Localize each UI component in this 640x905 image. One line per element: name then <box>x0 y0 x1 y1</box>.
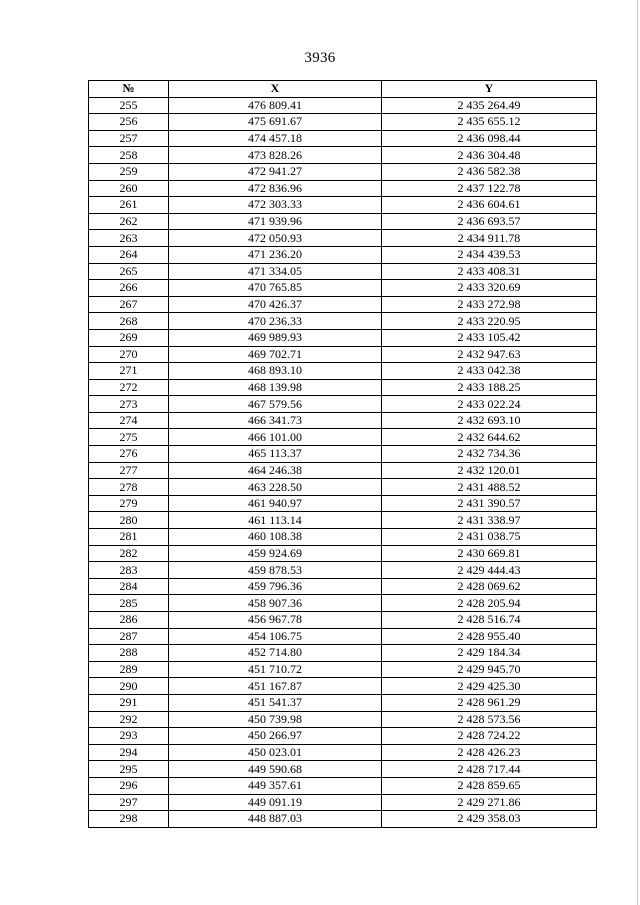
table-row <box>89 479 597 496</box>
table-row <box>89 728 597 745</box>
cell-x: 451 167.87 <box>169 678 382 695</box>
table-row <box>89 197 597 214</box>
cell-number: 270 <box>89 346 169 363</box>
cell-number: 275 <box>89 429 169 446</box>
cell-x: 454 106.75 <box>169 628 382 645</box>
cell-number: 277 <box>89 462 169 479</box>
cell-x: 449 091.19 <box>169 794 382 811</box>
cell-y: 2 437 122.78 <box>382 180 597 197</box>
table-row <box>89 363 597 380</box>
cell-x: 448 887.03 <box>169 811 382 828</box>
table-row <box>89 678 597 695</box>
cell-number: 288 <box>89 645 169 662</box>
table-row <box>89 263 597 280</box>
table-row <box>89 578 597 595</box>
cell-y: 2 429 184.34 <box>382 645 597 662</box>
cell-x: 474 457.18 <box>169 130 382 147</box>
cell-number: 289 <box>89 661 169 678</box>
table-row <box>89 462 597 479</box>
table-row <box>89 280 597 297</box>
table-row <box>89 412 597 429</box>
table-row <box>89 213 597 230</box>
cell-x: 468 139.98 <box>169 379 382 396</box>
cell-number: 256 <box>89 114 169 131</box>
cell-x: 473 828.26 <box>169 147 382 164</box>
table-row <box>89 694 597 711</box>
cell-x: 451 541.37 <box>169 694 382 711</box>
table-row <box>89 595 597 612</box>
cell-number: 283 <box>89 562 169 579</box>
cell-x: 475 691.67 <box>169 114 382 131</box>
cell-x: 463 228.50 <box>169 479 382 496</box>
table-row <box>89 512 597 529</box>
cell-number: 284 <box>89 578 169 595</box>
cell-number: 264 <box>89 246 169 263</box>
cell-y: 2 433 220.95 <box>382 313 597 330</box>
cell-x: 471 236.20 <box>169 246 382 263</box>
table-row <box>89 645 597 662</box>
cell-y: 2 434 439.53 <box>382 246 597 263</box>
cell-x: 472 941.27 <box>169 163 382 180</box>
header-x: X <box>169 81 382 98</box>
cell-y: 2 436 604.61 <box>382 197 597 214</box>
cell-x: 466 101.00 <box>169 429 382 446</box>
cell-x: 471 334.05 <box>169 263 382 280</box>
table-row <box>89 346 597 363</box>
cell-y: 2 428 961.29 <box>382 694 597 711</box>
cell-number: 280 <box>89 512 169 529</box>
cell-y: 2 436 098.44 <box>382 130 597 147</box>
cell-y: 2 428 516.74 <box>382 612 597 629</box>
table-row <box>89 446 597 463</box>
cell-y: 2 436 693.57 <box>382 213 597 230</box>
cell-number: 257 <box>89 130 169 147</box>
cell-x: 466 341.73 <box>169 412 382 429</box>
cell-number: 295 <box>89 761 169 778</box>
cell-x: 452 714.80 <box>169 645 382 662</box>
cell-number: 291 <box>89 694 169 711</box>
cell-x: 476 809.41 <box>169 97 382 114</box>
cell-x: 459 924.69 <box>169 545 382 562</box>
table-row <box>89 313 597 330</box>
cell-y: 2 432 734.36 <box>382 446 597 463</box>
cell-number: 262 <box>89 213 169 230</box>
cell-number: 259 <box>89 163 169 180</box>
cell-x: 449 357.61 <box>169 777 382 794</box>
cell-number: 296 <box>89 777 169 794</box>
page-edge-line <box>637 0 638 905</box>
table-row <box>89 711 597 728</box>
header-y: Y <box>382 81 597 98</box>
cell-number: 279 <box>89 495 169 512</box>
cell-number: 286 <box>89 612 169 629</box>
cell-number: 278 <box>89 479 169 496</box>
coordinates-table <box>88 80 597 828</box>
cell-y: 2 429 271.86 <box>382 794 597 811</box>
table-body <box>89 97 597 827</box>
cell-y: 2 432 644.62 <box>382 429 597 446</box>
cell-number: 274 <box>89 412 169 429</box>
cell-y: 2 431 390.57 <box>382 495 597 512</box>
cell-number: 258 <box>89 147 169 164</box>
table-row <box>89 379 597 396</box>
cell-y: 2 436 304.48 <box>382 147 597 164</box>
cell-x: 461 113.14 <box>169 512 382 529</box>
cell-y: 2 429 945.70 <box>382 661 597 678</box>
cell-number: 255 <box>89 97 169 114</box>
table-row <box>89 495 597 512</box>
cell-number: 267 <box>89 296 169 313</box>
cell-x: 468 893.10 <box>169 363 382 380</box>
cell-x: 459 878.53 <box>169 562 382 579</box>
cell-y: 2 433 272.98 <box>382 296 597 313</box>
cell-number: 287 <box>89 628 169 645</box>
cell-x: 456 967.78 <box>169 612 382 629</box>
cell-number: 285 <box>89 595 169 612</box>
cell-x: 472 303.33 <box>169 197 382 214</box>
cell-y: 2 433 022.24 <box>382 396 597 413</box>
cell-number: 294 <box>89 744 169 761</box>
cell-y: 2 435 264.49 <box>382 97 597 114</box>
cell-number: 268 <box>89 313 169 330</box>
table-row <box>89 761 597 778</box>
cell-number: 263 <box>89 230 169 247</box>
table-row <box>89 97 597 114</box>
cell-y: 2 431 038.75 <box>382 529 597 546</box>
cell-y: 2 430 669.81 <box>382 545 597 562</box>
table-row <box>89 429 597 446</box>
cell-x: 461 940.97 <box>169 495 382 512</box>
table-row <box>89 529 597 546</box>
cell-x: 465 113.37 <box>169 446 382 463</box>
cell-number: 272 <box>89 379 169 396</box>
table-row <box>89 163 597 180</box>
table-row <box>89 744 597 761</box>
table-header <box>89 81 597 98</box>
cell-x: 470 236.33 <box>169 313 382 330</box>
cell-number: 276 <box>89 446 169 463</box>
cell-y: 2 428 069.62 <box>382 578 597 595</box>
cell-y: 2 432 947.63 <box>382 346 597 363</box>
cell-y: 2 433 320.69 <box>382 280 597 297</box>
cell-x: 469 702.71 <box>169 346 382 363</box>
table-row <box>89 777 597 794</box>
cell-y: 2 433 408.31 <box>382 263 597 280</box>
table-row <box>89 612 597 629</box>
cell-x: 470 426.37 <box>169 296 382 313</box>
table-row <box>89 661 597 678</box>
cell-number: 266 <box>89 280 169 297</box>
cell-x: 451 710.72 <box>169 661 382 678</box>
cell-number: 265 <box>89 263 169 280</box>
cell-y: 2 428 724.22 <box>382 728 597 745</box>
cell-x: 450 266.97 <box>169 728 382 745</box>
cell-x: 471 939.96 <box>169 213 382 230</box>
cell-y: 2 432 693.10 <box>382 412 597 429</box>
cell-y: 2 428 573.56 <box>382 711 597 728</box>
table-row <box>89 329 597 346</box>
table-row <box>89 296 597 313</box>
cell-y: 2 434 911.78 <box>382 230 597 247</box>
table-row <box>89 246 597 263</box>
cell-number: 297 <box>89 794 169 811</box>
cell-number: 261 <box>89 197 169 214</box>
cell-x: 449 590.68 <box>169 761 382 778</box>
cell-number: 282 <box>89 545 169 562</box>
cell-y: 2 431 488.52 <box>382 479 597 496</box>
cell-y: 2 429 358.03 <box>382 811 597 828</box>
cell-y: 2 433 188.25 <box>382 379 597 396</box>
table-row <box>89 628 597 645</box>
table-row <box>89 794 597 811</box>
cell-x: 472 836.96 <box>169 180 382 197</box>
page-number: 3936 <box>304 50 336 66</box>
cell-x: 472 050.93 <box>169 230 382 247</box>
table-row <box>89 545 597 562</box>
cell-y: 2 432 120.01 <box>382 462 597 479</box>
cell-number: 281 <box>89 529 169 546</box>
cell-y: 2 428 205.94 <box>382 595 597 612</box>
cell-y: 2 433 105.42 <box>382 329 597 346</box>
cell-number: 298 <box>89 811 169 828</box>
cell-x: 469 989.93 <box>169 329 382 346</box>
cell-y: 2 428 955.40 <box>382 628 597 645</box>
cell-y: 2 431 338.97 <box>382 512 597 529</box>
cell-x: 450 739.98 <box>169 711 382 728</box>
cell-y: 2 428 717.44 <box>382 761 597 778</box>
table-row <box>89 562 597 579</box>
cell-x: 460 108.38 <box>169 529 382 546</box>
cell-y: 2 433 042.38 <box>382 363 597 380</box>
table-row <box>89 147 597 164</box>
header-row <box>89 81 597 98</box>
cell-x: 459 796.36 <box>169 578 382 595</box>
table-row <box>89 130 597 147</box>
table-row <box>89 180 597 197</box>
cell-y: 2 428 426.23 <box>382 744 597 761</box>
cell-y: 2 429 444.43 <box>382 562 597 579</box>
cell-x: 450 023.01 <box>169 744 382 761</box>
cell-y: 2 428 859.65 <box>382 777 597 794</box>
table-row <box>89 396 597 413</box>
cell-y: 2 436 582.38 <box>382 163 597 180</box>
cell-number: 260 <box>89 180 169 197</box>
cell-x: 467 579.56 <box>169 396 382 413</box>
cell-number: 271 <box>89 363 169 380</box>
table-row <box>89 811 597 828</box>
cell-number: 290 <box>89 678 169 695</box>
cell-y: 2 435 655.12 <box>382 114 597 131</box>
header-number: № <box>89 81 169 98</box>
cell-x: 464 246.38 <box>169 462 382 479</box>
cell-number: 293 <box>89 728 169 745</box>
table-row <box>89 230 597 247</box>
cell-number: 292 <box>89 711 169 728</box>
cell-y: 2 429 425.30 <box>382 678 597 695</box>
cell-number: 273 <box>89 396 169 413</box>
table-row <box>89 114 597 131</box>
cell-number: 269 <box>89 329 169 346</box>
cell-x: 470 765.85 <box>169 280 382 297</box>
cell-x: 458 907.36 <box>169 595 382 612</box>
